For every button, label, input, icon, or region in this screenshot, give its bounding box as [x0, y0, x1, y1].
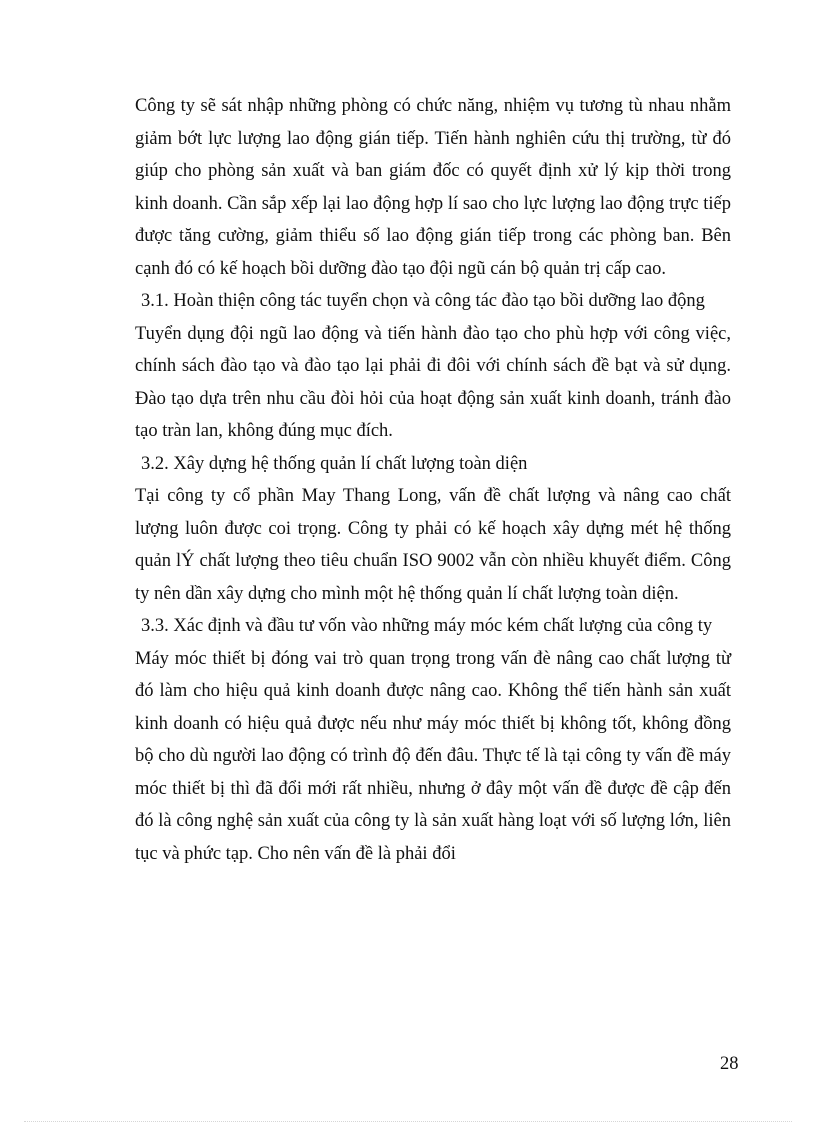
page-body: [135, 90, 731, 870]
section-heading-3-2: 3.2. Xây dựng hệ thống quản lí chất lượng toàn diện: [141, 453, 528, 474]
body-paragraph: Công ty sẽ sát nhập những phòng có chức năng, nhiệm vụ tương tù nhau nhằm giảm bớt lực lượng lao động gián tiếp. Tiến hành nghiên cứu thị trường, từ đó giúp cho phòng sản xuất và ban giám đốc có quyết định xử lý kịp thời trong kinh doanh. Cần sắp xếp lại lao động hợp lí sao cho lực lượng lao động trực tiếp được tăng cường, giảm thiểu số lao động gián tiếp trong các phòng ban. Bên cạnh đó có kế hoạch bồi dưỡng đào tạo đội ngũ cán bộ quản trị cấp cao.: [135, 96, 731, 279]
page-number: 28: [720, 1054, 739, 1074]
body-paragraph: Tại công ty cổ phần May Thang Long, vấn đề chất lượng và nâng cao chất lượng luôn được coi trọng. Công ty phải có kế hoạch xây dựng mét hệ thống quản lÝ chất lượng theo tiêu chuẩn ISO 9002 vẫn còn nhiều khuyết điểm. Công ty nên dần xây dựng cho mình một hệ thống quản lí chất lượng toàn diện.: [135, 486, 731, 604]
section-heading-3-1: 3.1. Hoàn thiện công tác tuyển chọn và công tác đào tạo bồi dưỡng lao động: [141, 291, 705, 311]
section-heading-3-3: 3.3. Xác định và đầu tư vốn vào những máy móc kém chất lượng của công ty: [141, 616, 713, 636]
body-paragraph: Tuyển dụng đội ngũ lao động và tiến hành đào tạo cho phù hợp với công việc, chính sách đào tạo và đào tạo lại phải đi đôi với chính sách đề bạt và sử dụng. Đào tạo dựa trên nhu cầu đòi hỏi của hoạt động sản xuất kinh doanh, tránh đào tạo tràn lan, không đúng mục đích.: [135, 323, 731, 441]
body-paragraph: Máy móc thiết bị đóng vai trò quan trọng trong vấn đè nâng cao chất lượng từ đó làm cho hiệu quả kinh doanh được nâng cao. Không thể tiến hành sản xuất kinh doanh có hiệu quả được nếu như máy móc thiết bị không tốt, không đồng bộ cho dù người lao động có trình độ đến đâu. Thực tế là tại công ty vấn đề máy móc thiết bị thì đã đổi mới rất nhiều, nhưng ở đây một vấn đề được đề cập đến đó là công nghệ sản xuất của công ty là sản xuất hàng loạt với số lượng lớn, liên tục và phức tạp. Cho nên vấn đề là phải đổi: [135, 648, 731, 864]
page-bottom-divider: [24, 1121, 792, 1122]
